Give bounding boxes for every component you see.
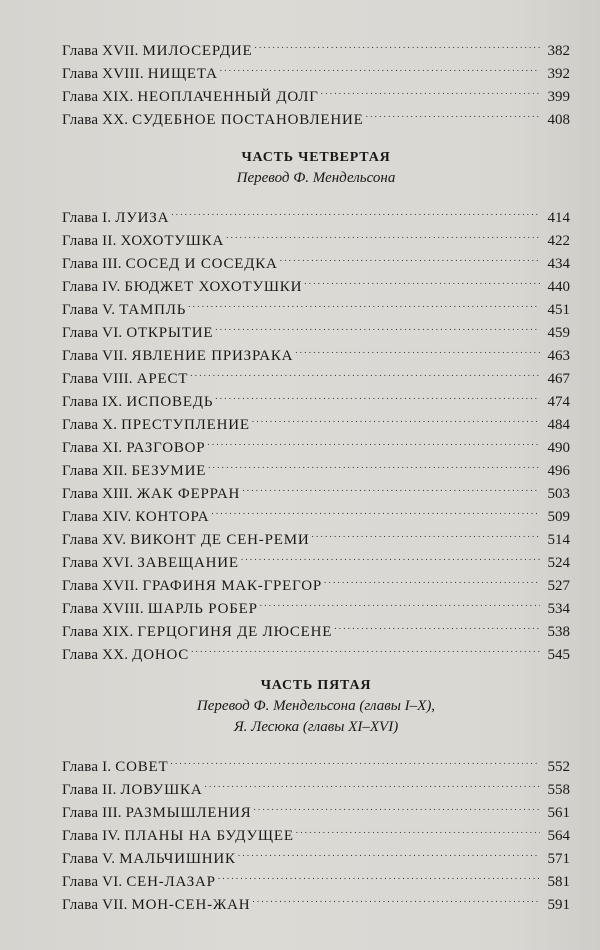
page-number: 561: [547, 805, 570, 821]
dot-leader: [218, 863, 540, 886]
dot-leader: [280, 245, 540, 268]
toc-section-top: [62, 32, 570, 128]
page-number: 552: [547, 759, 570, 775]
page-number: 545: [547, 647, 570, 663]
translator-note: Перевод Ф. Мендельсона: [236, 170, 396, 186]
page-number: 503: [547, 486, 570, 502]
page-number: 467: [547, 371, 570, 387]
chapter-title: КОНТОРА: [135, 509, 210, 525]
page-number: 524: [547, 555, 570, 571]
page-number: 463: [547, 348, 570, 364]
chapter-title: ЛУИЗА: [115, 210, 170, 226]
chapter-number: Глава VII.: [62, 348, 128, 364]
chapter-title: СОСЕД И СОСЕДКА: [125, 256, 278, 272]
chapter-number: Глава XVIII.: [62, 66, 144, 82]
part-five: [62, 676, 570, 913]
dot-leader: [238, 840, 540, 863]
chapter-title: ПЛАНЫ НА БУДУЩЕЕ: [124, 828, 294, 844]
chapter-number: Глава IV.: [62, 828, 121, 844]
chapter-number: Глава XV.: [62, 532, 127, 548]
dot-leader: [296, 817, 540, 840]
chapter-number: Глава XIX.: [62, 624, 134, 640]
part-heading: ЧАСТЬ ПЯТАЯ: [260, 678, 372, 693]
page-number: 538: [547, 624, 570, 640]
dot-leader: [260, 590, 540, 613]
page-number: 392: [547, 66, 570, 82]
chapter-list: [62, 199, 570, 663]
chapter-number: Глава X.: [62, 417, 118, 433]
chapter-title: ПРЕСТУПЛЕНИЕ: [121, 417, 250, 433]
translator-note-line-1: Перевод Ф. Мендельсона (главы I–X),: [196, 698, 436, 714]
dot-leader: [334, 613, 540, 636]
dot-leader: [366, 101, 540, 124]
dot-leader: [215, 383, 540, 406]
chapter-number: Глава XVII.: [62, 43, 139, 59]
page-number: 408: [547, 112, 570, 128]
dot-leader: [204, 771, 540, 794]
chapter-title: СУДЕБНОЕ ПОСТАНОВЛЕНИЕ: [132, 112, 364, 128]
chapter-number: Глава XX.: [62, 112, 129, 128]
chapter-number: Глава IV.: [62, 279, 121, 295]
toc-entry: [62, 32, 570, 59]
chapter-title: ГЕРЦОГИНЯ ДЕ ЛЮСЕНЕ: [137, 624, 333, 640]
toc-entry: [62, 199, 570, 226]
chapter-title: МОН-СЕН-ЖАН: [131, 897, 251, 913]
chapter-number: Глава XVII.: [62, 578, 139, 594]
dot-leader: [255, 32, 540, 55]
chapter-title: АРЕСТ: [136, 371, 189, 387]
dot-leader: [208, 452, 540, 475]
chapter-number: Глава II.: [62, 782, 117, 798]
chapter-number: Глава II.: [62, 233, 117, 249]
chapter-title: СЕН-ЛАЗАР: [126, 874, 216, 890]
chapter-number: Глава XIX.: [62, 89, 134, 105]
part-heading: ЧАСТЬ ЧЕТВЕРТАЯ: [241, 150, 391, 165]
toc-entry: [62, 748, 570, 775]
page-number: 434: [547, 256, 570, 272]
chapter-title: НИЩЕТА: [147, 66, 218, 82]
chapter-number: Глава VII.: [62, 897, 128, 913]
chapter-list: [62, 748, 570, 913]
page-number: 459: [547, 325, 570, 341]
part-four: [62, 148, 570, 663]
dot-leader: [215, 314, 540, 337]
chapter-number: Глава VIII.: [62, 371, 133, 387]
chapter-number: Глава III.: [62, 256, 122, 272]
page-number: 382: [547, 43, 570, 59]
dot-leader: [321, 78, 540, 101]
dot-leader: [171, 199, 540, 222]
chapter-number: Глава XI.: [62, 440, 123, 456]
dot-leader: [324, 567, 540, 590]
chapter-title: ЖАК ФЕРРАН: [136, 486, 241, 502]
dot-leader: [188, 291, 540, 314]
chapter-number: Глава V.: [62, 851, 116, 867]
page-number: 591: [547, 897, 570, 913]
chapter-title: ОТКРЫТИЕ: [126, 325, 214, 341]
page-number: 399: [547, 89, 570, 105]
chapter-title: ЛОВУШКА: [120, 782, 203, 798]
chapter-number: Глава IX.: [62, 394, 123, 410]
chapter-title: БЮДЖЕТ ХОХОТУШКИ: [124, 279, 303, 295]
chapter-title: НЕОПЛАЧЕННЫЙ ДОЛГ: [137, 89, 319, 105]
page-number: 558: [547, 782, 570, 798]
chapter-number: Глава VI.: [62, 874, 123, 890]
chapter-title: МАЛЬЧИШНИК: [119, 851, 236, 867]
chapter-number: Глава XIV.: [62, 509, 132, 525]
dot-leader: [252, 886, 540, 909]
dot-leader: [190, 360, 540, 383]
page-number: 484: [547, 417, 570, 433]
chapter-title: БЕЗУМИЕ: [131, 463, 207, 479]
page-number: 496: [547, 463, 570, 479]
page-number: 440: [547, 279, 570, 295]
dot-leader: [191, 636, 540, 659]
page-number: 514: [547, 532, 570, 548]
translator-note-line-2: Я. Лесюка (главы XI–XVI): [233, 719, 399, 735]
chapter-title: РАЗМЫШЛЕНИЯ: [125, 805, 252, 821]
chapter-number: Глава XVIII.: [62, 601, 144, 617]
chapter-title: ШАРЛЬ РОБЕР: [147, 601, 258, 617]
chapter-title: МИЛОСЕРДИЕ: [142, 43, 253, 59]
chapter-number: Глава V.: [62, 302, 116, 318]
dot-leader: [170, 748, 540, 771]
dot-leader: [242, 475, 540, 498]
dot-leader: [304, 268, 540, 291]
chapter-number: Глава I.: [62, 210, 112, 226]
page-number: 490: [547, 440, 570, 456]
page-number: 509: [547, 509, 570, 525]
dot-leader: [295, 337, 540, 360]
page-number: 414: [547, 210, 570, 226]
chapter-number: Глава III.: [62, 805, 122, 821]
chapter-title: ТАМПЛЬ: [119, 302, 187, 318]
dot-leader: [253, 794, 540, 817]
page-number: 581: [547, 874, 570, 890]
chapter-number: Глава I.: [62, 759, 112, 775]
dot-leader: [241, 544, 540, 567]
chapter-title: ИСПОВЕДЬ: [126, 394, 214, 410]
chapter-title: ЗАВЕЩАНИЕ: [137, 555, 239, 571]
chapter-number: Глава XVI.: [62, 555, 134, 571]
page-number: 527: [547, 578, 570, 594]
chapter-number: Глава XII.: [62, 463, 128, 479]
page-number: 474: [547, 394, 570, 410]
dot-leader: [207, 429, 540, 452]
dot-leader: [226, 222, 540, 245]
dot-leader: [211, 498, 540, 521]
table-of-contents: [62, 32, 570, 913]
dot-leader: [311, 521, 540, 544]
chapter-number: Глава VI.: [62, 325, 123, 341]
page-number: 571: [547, 851, 570, 867]
chapter-title: ВИКОНТ ДЕ СЕН-РЕМИ: [130, 532, 310, 548]
chapter-title: ДОНОС: [132, 647, 190, 663]
page-number: 564: [547, 828, 570, 844]
dot-leader: [252, 406, 540, 429]
page-number: 422: [547, 233, 570, 249]
chapter-title: ХОХОТУШКА: [120, 233, 225, 249]
chapter-number: Глава XIII.: [62, 486, 133, 502]
chapter-title: ЯВЛЕНИЕ ПРИЗРАКА: [131, 348, 294, 364]
page-number: 451: [547, 302, 570, 318]
chapter-title: РАЗГОВОР: [126, 440, 206, 456]
chapter-number: Глава XX.: [62, 647, 129, 663]
dot-leader: [220, 55, 540, 78]
page-number: 534: [547, 601, 570, 617]
chapter-title: СОВЕТ: [115, 759, 169, 775]
chapter-title: ГРАФИНЯ МАК-ГРЕГОР: [142, 578, 323, 594]
